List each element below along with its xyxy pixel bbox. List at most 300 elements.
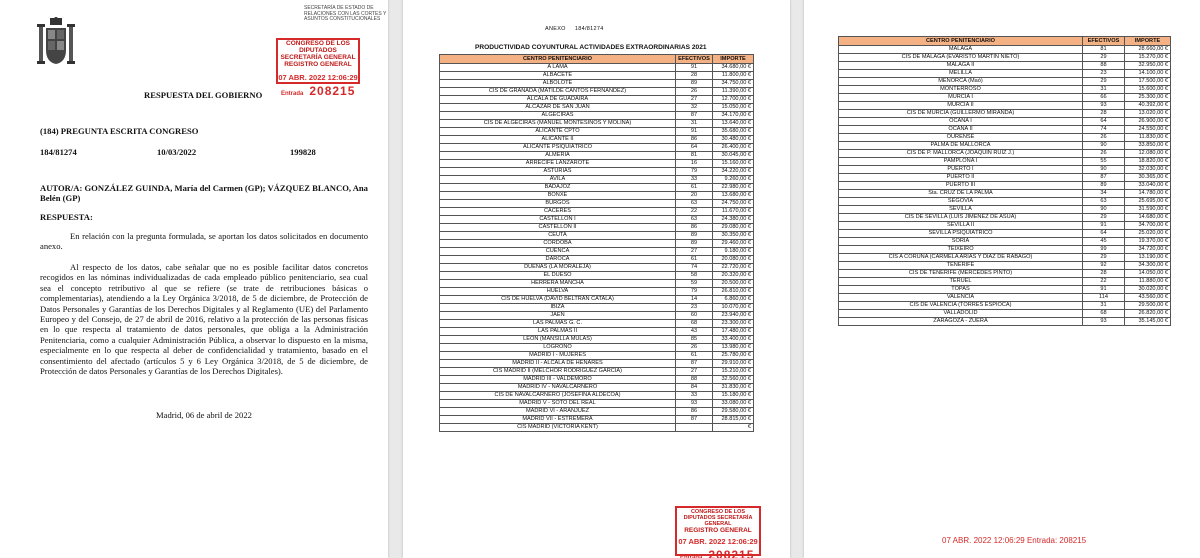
stamp-entrada-number: 208215 — [309, 84, 356, 98]
cell-centro: CIS MADRID (VICTORIA KENT) — [440, 424, 676, 432]
paragraph-1: En relación con la pregunta formulada, se aportan los datos solicitados en documento anexo. — [40, 231, 368, 252]
table-row — [440, 192, 754, 200]
cell-centro: ALICANTE PSIQUIÁTRICO — [440, 144, 676, 152]
cell-importe: 26.900,00 € — [1125, 118, 1171, 126]
cell-importe: 20.080,00 € — [713, 256, 754, 264]
table-row — [440, 312, 754, 320]
table-row — [440, 120, 754, 128]
cell-importe: 18.820,00 € — [1125, 158, 1171, 166]
cell-centro: TEIXEIRO — [839, 246, 1083, 254]
table-row — [839, 302, 1171, 310]
cell-importe: 35.145,00 € — [1125, 318, 1171, 326]
cell-efectivos: 68 — [676, 320, 713, 328]
cell-centro: ALCÁZAR DE SAN JUAN — [440, 104, 676, 112]
cell-importe: 32.560,00 € — [713, 376, 754, 384]
cell-importe: 25.780,00 € — [713, 352, 754, 360]
cell-efectivos: 81 — [1083, 46, 1125, 54]
table-row — [839, 110, 1171, 118]
table-row — [440, 96, 754, 104]
cell-efectivos: 79 — [676, 168, 713, 176]
cell-centro: CIS DE NAVALCARNERO (JOSEFINA ALDECOA) — [440, 392, 676, 400]
table-row — [839, 166, 1171, 174]
cell-efectivos: 63 — [1083, 198, 1125, 206]
cell-efectivos: 84 — [676, 384, 713, 392]
cell-centro: SEVILLA II — [839, 222, 1083, 230]
table-row — [839, 174, 1171, 182]
stamp-header: SECRETARÍA DE ESTADO DE RELACIONES CON LAS CORTES Y ASUNTOS CONSTITUCIONALES — [304, 5, 387, 22]
cell-efectivos: 63 — [676, 200, 713, 208]
cell-importe: 17.480,00 € — [713, 328, 754, 336]
cell-importe: 31.830,00 € — [713, 384, 754, 392]
table-row — [839, 262, 1171, 270]
cell-importe: 20.500,00 € — [713, 280, 754, 288]
cell-centro: VALLADOLID — [839, 310, 1083, 318]
cell-importe: 34.750,00 € — [713, 80, 754, 88]
cell-efectivos: 20 — [676, 192, 713, 200]
cell-efectivos: 86 — [676, 136, 713, 144]
table-row — [440, 336, 754, 344]
cell-centro: CÁCERES — [440, 208, 676, 216]
cell-centro: HUELVA — [440, 288, 676, 296]
cell-centro: DUEÑAS (LA MORALEJA) — [440, 264, 676, 272]
cell-efectivos: 93 — [1083, 318, 1125, 326]
cell-importe: 24.380,00 € — [713, 216, 754, 224]
registry-stamp — [276, 5, 387, 98]
table-row — [440, 288, 754, 296]
cell-centro: BONXE — [440, 192, 676, 200]
cell-importe: 20.320,00 € — [713, 272, 754, 280]
cell-importe: 14.100,00 € — [1125, 70, 1171, 78]
annex-table-2 — [838, 36, 1171, 326]
cell-centro: PAMPLONA I — [839, 158, 1083, 166]
question-number: 199828 — [290, 147, 316, 157]
table-row — [440, 360, 754, 368]
table-row — [440, 416, 754, 424]
cell-centro: BURGOS — [440, 200, 676, 208]
cell-efectivos: 27 — [676, 248, 713, 256]
cell-importe: 24.550,00 € — [1125, 126, 1171, 134]
cell-importe: 30.045,00 € — [713, 152, 754, 160]
table-row — [839, 118, 1171, 126]
author-names: GONZÁLEZ GUINDA, María del Carmen (GP); VÁZQUEZ BLANCO, Ana Belén (GP) — [40, 183, 368, 204]
table-row — [839, 158, 1171, 166]
registry-stamp-annex — [675, 506, 761, 556]
cell-efectivos: 23 — [676, 304, 713, 312]
cell-efectivos: 27 — [676, 368, 713, 376]
table-row — [839, 102, 1171, 110]
cell-centro: ALICANTE CPTO — [440, 128, 676, 136]
cell-efectivos: 26 — [1083, 150, 1125, 158]
cell-importe: 25.695,00 € — [1125, 198, 1171, 206]
cell-efectivos: 90 — [1083, 206, 1125, 214]
cell-importe: 29.500,00 € — [1125, 302, 1171, 310]
cell-centro: MÁLAGA — [839, 46, 1083, 54]
cell-importe: 13.020,00 € — [1125, 110, 1171, 118]
col-header-centro: CENTRO PENITENCIARIO — [440, 55, 676, 64]
stamp-entrada — [677, 548, 759, 558]
cell-centro: LEÓN (MANSILLA MULAS) — [440, 336, 676, 344]
table-row — [440, 376, 754, 384]
cell-importe: 30.350,00 € — [713, 232, 754, 240]
cell-efectivos: 27 — [676, 96, 713, 104]
cell-efectivos: 66 — [1083, 94, 1125, 102]
table-row — [839, 134, 1171, 142]
cell-centro: CIS DE SEVILLA (LUIS JIMENEZ DE ASUA) — [839, 214, 1083, 222]
cell-efectivos: 91 — [1083, 286, 1125, 294]
cell-importe: 9.180,00 € — [713, 248, 754, 256]
cell-efectivos: 45 — [1083, 238, 1125, 246]
table-row — [440, 272, 754, 280]
cell-centro: ALGECIRAS — [440, 112, 676, 120]
cell-centro: CIS DE P. MALLORCA (JOAQUIN RUIZ J.) — [839, 150, 1083, 158]
table-row — [440, 128, 754, 136]
stamp-entrada-number: 208215 — [708, 548, 755, 558]
cell-importe: 35.680,00 € — [713, 128, 754, 136]
cell-efectivos: 88 — [1083, 62, 1125, 70]
table-row — [839, 46, 1171, 54]
cell-efectivos: 34 — [1083, 190, 1125, 198]
cell-efectivos: 16 — [676, 160, 713, 168]
cell-efectivos: 64 — [1083, 230, 1125, 238]
cell-importe: 34.220,00 € — [713, 168, 754, 176]
cell-efectivos: 91 — [676, 64, 713, 72]
cell-importe: 15.180,00 € — [713, 392, 754, 400]
cell-efectivos: 91 — [676, 128, 713, 136]
cell-efectivos: 86 — [676, 224, 713, 232]
table-row — [440, 112, 754, 120]
cell-centro: CIS DE ALGECIRAS (MANUEL MONTESINOS Y MOLINA) — [440, 120, 676, 128]
cell-efectivos: 31 — [1083, 86, 1125, 94]
annex-title: PRODUCTIVIDAD COYUNTURAL ACTIVIDADES EXTRAORDINARIAS 2021 — [475, 44, 707, 51]
question-ref: 184/81274 — [40, 147, 77, 157]
cell-importe: 33.040,00 € — [1125, 182, 1171, 190]
cell-efectivos: 87 — [1083, 174, 1125, 182]
table-row — [440, 72, 754, 80]
cell-efectivos: 89 — [676, 240, 713, 248]
cell-importe: 15.160,00 € — [713, 160, 754, 168]
table-row — [839, 190, 1171, 198]
cell-importe: 12.080,00 € — [1125, 150, 1171, 158]
cell-efectivos: 89 — [676, 232, 713, 240]
cell-centro: MADRID III - VALDEMORO — [440, 376, 676, 384]
cell-importe: € — [713, 424, 754, 432]
table-row — [440, 328, 754, 336]
table-row — [440, 352, 754, 360]
cell-efectivos: 59 — [676, 280, 713, 288]
cell-importe: 11.880,00 € — [1125, 278, 1171, 286]
question-type: (184) PREGUNTA ESCRITA CONGRESO — [40, 126, 199, 136]
table-row — [839, 86, 1171, 94]
table-row — [440, 208, 754, 216]
cell-efectivos: 79 — [676, 288, 713, 296]
table-row — [440, 256, 754, 264]
cell-importe: 15.210,00 € — [713, 368, 754, 376]
table-row — [839, 278, 1171, 286]
cell-efectivos: 74 — [1083, 126, 1125, 134]
cell-importe: 13.640,00 € — [713, 120, 754, 128]
table-row — [440, 160, 754, 168]
cell-centro: CIS DE HUELVA (DAVID BELTRAN CATALA) — [440, 296, 676, 304]
registry-footer: 07 ABR. 2022 12:06:29 Entrada: 208215 — [942, 536, 1087, 545]
cell-centro: IBIZA — [440, 304, 676, 312]
cell-efectivos: 61 — [676, 352, 713, 360]
cell-efectivos: 28 — [1083, 270, 1125, 278]
cell-efectivos: 61 — [676, 184, 713, 192]
table-row — [440, 368, 754, 376]
cell-efectivos: 26 — [676, 88, 713, 96]
cell-efectivos: 28 — [676, 72, 713, 80]
cell-efectivos: 29 — [1083, 254, 1125, 262]
author-block — [40, 183, 368, 204]
annex-ref: ANEXO 184/81274 — [545, 26, 604, 32]
cell-efectivos: 87 — [676, 416, 713, 424]
cell-efectivos: 22 — [1083, 278, 1125, 286]
cell-efectivos: 28 — [1083, 110, 1125, 118]
cell-centro: HERRERA MANCHA — [440, 280, 676, 288]
cell-efectivos — [676, 424, 713, 432]
table-row — [839, 94, 1171, 102]
cell-efectivos: 33 — [676, 392, 713, 400]
table-row — [440, 344, 754, 352]
cell-centro: MADRID II - ALCALA DE HENARES — [440, 360, 676, 368]
cell-centro: A LAMA — [440, 64, 676, 72]
stamp-date: 07 ABR. 2022 12:06:29 — [678, 537, 758, 546]
stamp-date: 07 ABR. 2022 12:06:29 — [278, 73, 358, 82]
cell-importe: 32.030,00 € — [1125, 166, 1171, 174]
cell-centro: DAROCA — [440, 256, 676, 264]
table-row — [440, 248, 754, 256]
cell-centro: CIS DE VALENCIA (TORRES ESPIOCA) — [839, 302, 1083, 310]
table-row — [440, 88, 754, 96]
cell-centro: Sta. CRUZ DE LA PALMA — [839, 190, 1083, 198]
cell-centro: SEVILLA PSIQUIÁTRICO — [839, 230, 1083, 238]
table-row — [440, 144, 754, 152]
cell-importe: 30.365,00 € — [1125, 174, 1171, 182]
table-row — [839, 294, 1171, 302]
cell-efectivos: 86 — [676, 408, 713, 416]
cell-importe: 33.080,00 € — [713, 400, 754, 408]
table-row — [440, 384, 754, 392]
cell-efectivos: 43 — [676, 328, 713, 336]
cell-efectivos: 58 — [676, 272, 713, 280]
cell-importe: 33.400,00 € — [713, 336, 754, 344]
cell-importe: 19.370,00 € — [1125, 238, 1171, 246]
author-label: AUTOR/A: — [40, 183, 83, 193]
cell-importe: 14.780,00 € — [1125, 190, 1171, 198]
cell-centro: SEGOVIA — [839, 198, 1083, 206]
cell-centro: PALMA DE MALLORCA — [839, 142, 1083, 150]
cell-centro: CIS A CORUÑA (CARMELA ARIAS Y DIAZ DE RABAGO) — [839, 254, 1083, 262]
cell-importe: 11.800,00 € — [713, 72, 754, 80]
table-row — [440, 152, 754, 160]
cell-centro: TENERIFE — [839, 262, 1083, 270]
cell-centro: PUERTO I — [839, 166, 1083, 174]
cell-centro: JAÉN — [440, 312, 676, 320]
cell-centro: ARRECIFE LANZAROTE — [440, 160, 676, 168]
cell-efectivos: 90 — [1083, 166, 1125, 174]
cell-centro: OCAÑA I — [839, 118, 1083, 126]
table-row — [839, 270, 1171, 278]
cell-efectivos: 91 — [1083, 222, 1125, 230]
col-header-importe: IMPORTE — [1125, 37, 1171, 46]
table-row — [839, 206, 1171, 214]
cell-centro: CIS DE MÁLAGA (EVARISTO MARTÍN NIETO) — [839, 54, 1083, 62]
page-annex-2 — [804, 0, 1200, 558]
cell-efectivos: 61 — [676, 256, 713, 264]
cell-centro: ASTURIAS — [440, 168, 676, 176]
cell-efectivos: 31 — [1083, 302, 1125, 310]
cell-importe: 28.815,00 € — [713, 416, 754, 424]
table-row — [839, 198, 1171, 206]
cell-importe: 30.480,00 € — [713, 136, 754, 144]
annex-table-1 — [439, 54, 754, 432]
cell-importe: 12.700,00 € — [713, 96, 754, 104]
cell-importe: 15.050,00 € — [713, 104, 754, 112]
cell-efectivos: 26 — [1083, 134, 1125, 142]
table-row — [839, 246, 1171, 254]
coat-of-arms-icon — [36, 16, 76, 68]
table-row — [839, 286, 1171, 294]
table-row — [839, 62, 1171, 70]
cell-centro: CIS DE GRANADA (MATILDE CANTOS FERNANDEZ) — [440, 88, 676, 96]
cell-importe: 34.300,00 € — [1125, 262, 1171, 270]
document-heading: RESPUESTA DEL GOBIERNO — [144, 90, 263, 100]
cell-efectivos: 55 — [1083, 158, 1125, 166]
cell-efectivos: 64 — [676, 144, 713, 152]
cell-importe: 15.600,00 € — [1125, 86, 1171, 94]
table-row — [839, 142, 1171, 150]
cell-efectivos: 26 — [676, 344, 713, 352]
cell-centro: OCAÑA II — [839, 126, 1083, 134]
col-header-importe: IMPORTE — [713, 55, 754, 64]
cell-importe: 14.050,00 € — [1125, 270, 1171, 278]
cell-efectivos: 87 — [676, 112, 713, 120]
cell-importe: 40.392,00 € — [1125, 102, 1171, 110]
cell-efectivos: 87 — [676, 360, 713, 368]
table-row — [839, 310, 1171, 318]
response-label: RESPUESTA: — [40, 212, 93, 222]
col-header-efectivos: EFECTIVOS — [676, 55, 713, 64]
cell-importe: 29.460,00 € — [713, 240, 754, 248]
cell-efectivos: 29 — [1083, 78, 1125, 86]
cell-centro: CASTELLÓN II — [440, 224, 676, 232]
cell-importe: 26.820,00 € — [1125, 310, 1171, 318]
stamp-registro: REGISTRO GENERAL — [684, 527, 752, 534]
paragraph-2: Al respecto de los datos, cabe señalar que no es posible facilitar datos concretos recogidos en las nóminas individualizadas de cada empleado público penitenciario, sea cual sea el concepto retributivo al que se refiere (se trate de retribuciones básicas o complementarias), atendiendo a la Ley Orgánica 3/2018, de 5 de diciembre, de Protección de Datos Personales y Garantías de los Derechos Digitales y al Reglamento (UE) del Parlamento Europeo y del Consejo, de 27 de abril de 2016, relativo a la protección de las personas físicas en lo que respecta al tratamiento de datos personales, que obliga a la Administración Penitenciaria, como a cualquier Administración Pública, a observar lo dispuesto en la misma, especialmente en lo que respecta al deber de confidencialidad y tratamiento, basado en el consentimiento del afectado (artículos 5 y 6 Ley Orgánica 3/2018, de 5 de diciembre, de Protección de datos Personales y Garantías de los Derechos Digitales). — [40, 262, 368, 377]
cell-importe: 30.020,00 € — [1125, 286, 1171, 294]
table-row — [839, 230, 1171, 238]
cell-centro: MENORCA (Maó) — [839, 78, 1083, 86]
cell-centro: MONTERROSO — [839, 86, 1083, 94]
cell-importe: 22.980,00 € — [713, 184, 754, 192]
cell-importe: 15.270,00 € — [1125, 54, 1171, 62]
cell-efectivos: 74 — [676, 264, 713, 272]
table-row — [440, 408, 754, 416]
cell-centro: SEVILLA — [839, 206, 1083, 214]
cell-importe: 34.680,00 € — [713, 64, 754, 72]
table-row — [839, 150, 1171, 158]
cell-efectivos: 31 — [676, 120, 713, 128]
cell-efectivos: 32 — [676, 104, 713, 112]
cell-importe: 10.070,00 € — [713, 304, 754, 312]
cell-importe: 34.700,00 € — [1125, 222, 1171, 230]
cell-centro: TERUEL — [839, 278, 1083, 286]
cell-centro: AVILA — [440, 176, 676, 184]
cell-centro: ALCALA DE GUADAIRA — [440, 96, 676, 104]
cell-centro: PUERTO III — [839, 182, 1083, 190]
table-row — [440, 304, 754, 312]
cell-centro: MURCIA II — [839, 102, 1083, 110]
cell-centro: MADRID IV - NAVALCARNERO — [440, 384, 676, 392]
table-row — [839, 182, 1171, 190]
cell-centro: SORIA — [839, 238, 1083, 246]
stamp-entrada — [278, 84, 358, 98]
cell-importe: 17.500,00 € — [1125, 78, 1171, 86]
cell-centro: PUERTO II — [839, 174, 1083, 182]
table-row — [440, 240, 754, 248]
cell-centro: CIS DE MURCIA (GUILLERMO MIRANDA) — [839, 110, 1083, 118]
cell-importe: 23.300,00 € — [713, 320, 754, 328]
cell-efectivos: 90 — [1083, 142, 1125, 150]
table-row — [440, 392, 754, 400]
cell-centro: CASTELLÓN I — [440, 216, 676, 224]
question-date: 10/03/2022 — [157, 147, 197, 157]
cell-efectivos: 33 — [676, 176, 713, 184]
cell-importe: 11.830,00 € — [1125, 134, 1171, 142]
cell-centro: CÓRDOBA — [440, 240, 676, 248]
cell-efectivos: 89 — [676, 80, 713, 88]
cell-importe: 13.190,00 € — [1125, 254, 1171, 262]
cell-centro: OURENSE — [839, 134, 1083, 142]
table-row — [440, 136, 754, 144]
cell-efectivos: 14 — [676, 296, 713, 304]
cell-importe: 23.940,00 € — [713, 312, 754, 320]
cell-efectivos: 89 — [1083, 182, 1125, 190]
cell-efectivos: 93 — [1083, 102, 1125, 110]
table-row — [440, 264, 754, 272]
table-row — [440, 104, 754, 112]
table-row — [440, 224, 754, 232]
table-row — [839, 78, 1171, 86]
cell-efectivos: 114 — [1083, 294, 1125, 302]
table-row — [839, 70, 1171, 78]
cell-efectivos: 60 — [676, 312, 713, 320]
cell-efectivos: 92 — [1083, 262, 1125, 270]
cell-importe: 24.750,00 € — [713, 200, 754, 208]
cell-centro: CIS DE TENERIFE (MERCEDES PINTO) — [839, 270, 1083, 278]
cell-centro: MADRID V - SOTO DEL REAL — [440, 400, 676, 408]
table-row — [839, 214, 1171, 222]
cell-importe: 13.680,00 € — [713, 192, 754, 200]
cell-importe: 28.660,00 € — [1125, 46, 1171, 54]
cell-centro: ALICANTE II — [440, 136, 676, 144]
table-row — [839, 54, 1171, 62]
cell-importe: 26.810,00 € — [713, 288, 754, 296]
cell-importe: 34.170,00 € — [713, 112, 754, 120]
cell-importe: 31.590,00 € — [1125, 206, 1171, 214]
cell-centro: ALBOLOTE — [440, 80, 676, 88]
cell-importe: 6.860,00 € — [713, 296, 754, 304]
cell-importe: 26.400,00 € — [713, 144, 754, 152]
stamp-congress: CONGRESO DE LOS DIPUTADOS SECRETARÍA GENERAL — [683, 509, 753, 527]
cell-efectivos: 81 — [676, 152, 713, 160]
stamp-entrada-label: Entrada — [680, 555, 703, 558]
cell-efectivos: 85 — [676, 336, 713, 344]
cell-centro: LAS PALMAS II — [440, 328, 676, 336]
cell-centro: ALMERÍA — [440, 152, 676, 160]
cell-centro: MURCIA I — [839, 94, 1083, 102]
cell-efectivos: 22 — [676, 208, 713, 216]
